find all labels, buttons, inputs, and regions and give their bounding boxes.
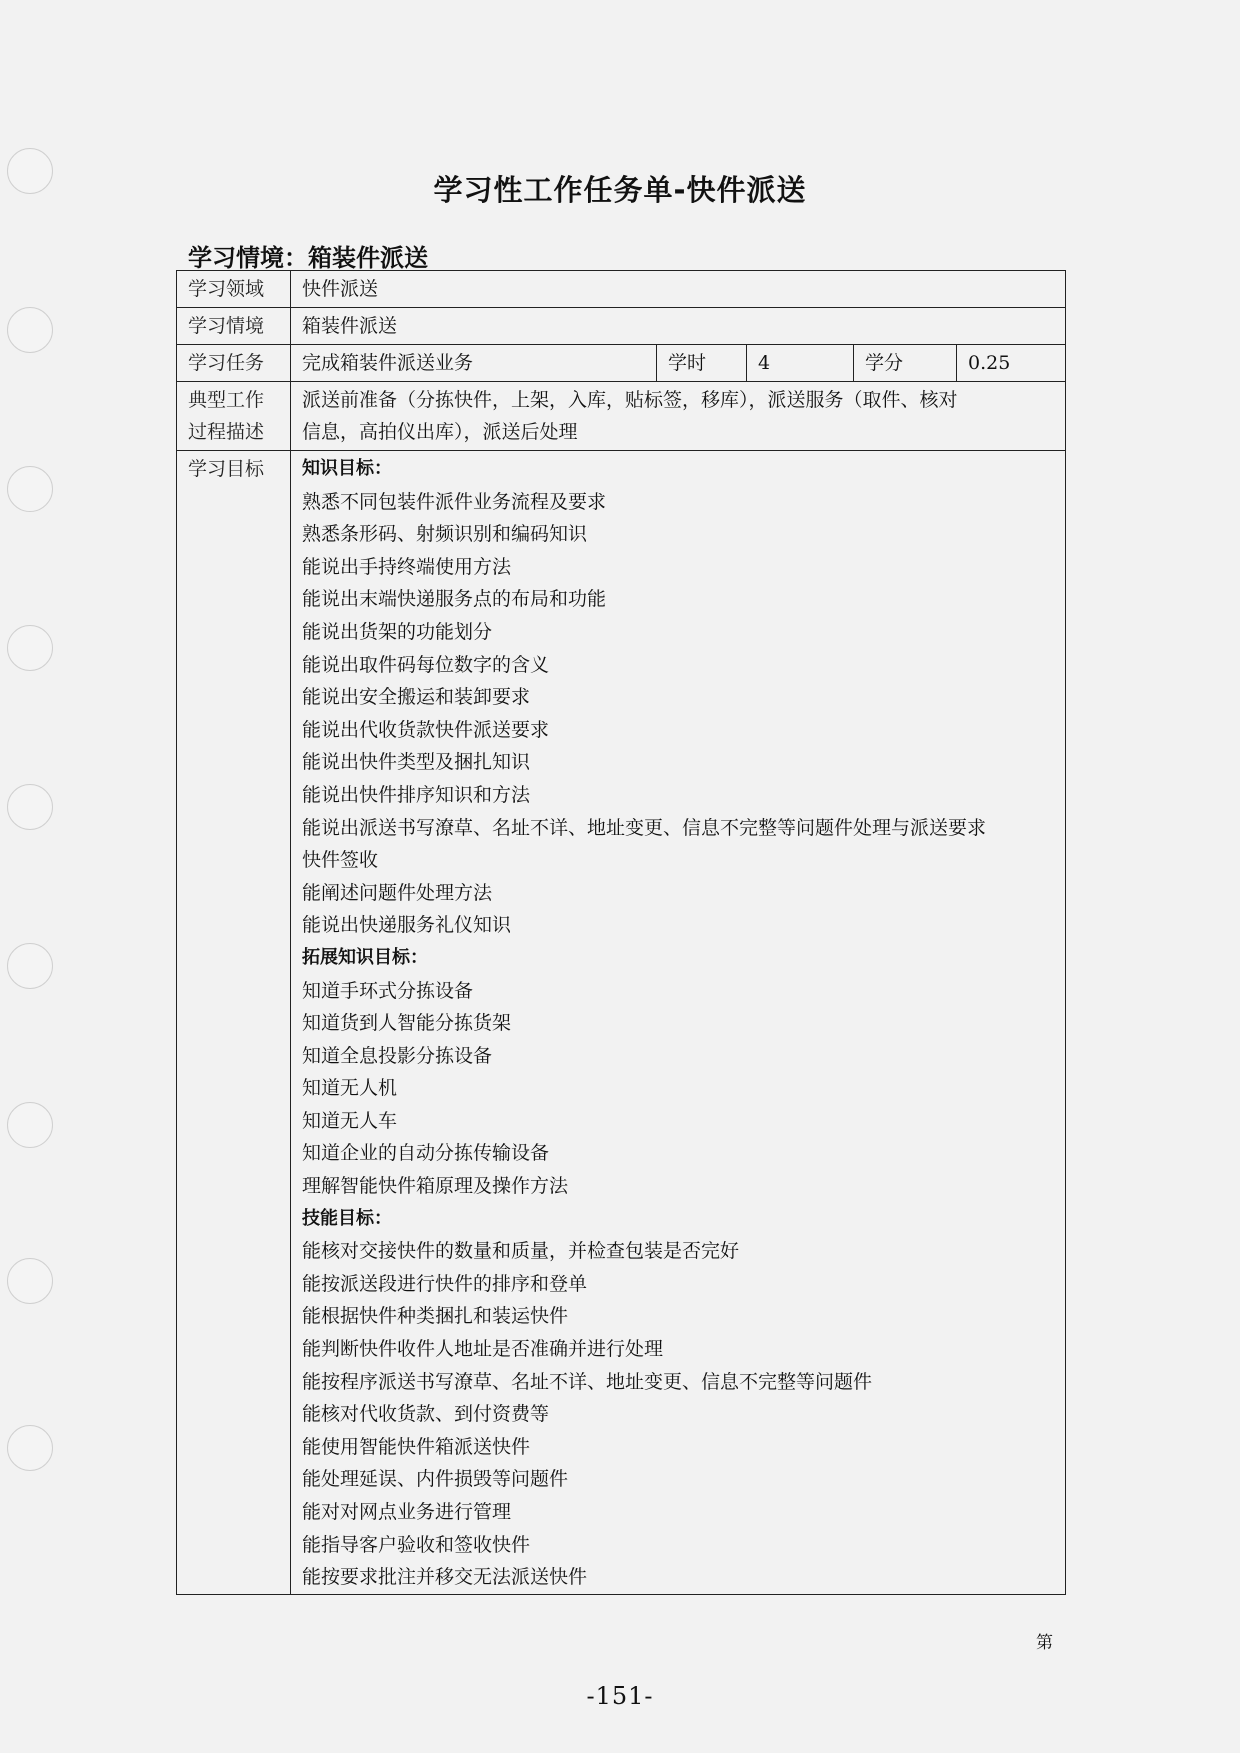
task-value: 完成箱装件派送业务 <box>291 345 657 382</box>
list-item: 能处理延误、内件损毁等问题件 <box>302 1468 569 1491</box>
process-label <box>177 382 291 451</box>
binder-hole-icon <box>7 625 53 671</box>
list-item: 知道货到人智能分拣货架 <box>302 1012 512 1035</box>
list-item: 能核对代收货款、到付资费等 <box>302 1403 550 1426</box>
hours-label: 学时 <box>657 345 747 382</box>
table-row <box>177 271 1066 308</box>
list-item: 能说出手持终端使用方法 <box>302 555 512 578</box>
list-item: 能说出快件排序知识和方法 <box>302 783 531 806</box>
list-item: 能说出快递服务礼仪知识 <box>302 914 512 937</box>
binder-holes <box>7 0 57 1753</box>
list-item: 能说出货架的功能划分 <box>302 620 493 643</box>
list-item: 能说出派送书写潦草、名址不详、地址变更、信息不完整等问题件处理与派送要求 <box>302 816 987 839</box>
list-item: 快件签收 <box>302 849 379 872</box>
binder-hole-icon <box>7 1258 53 1304</box>
table-row <box>177 345 1066 382</box>
binder-hole-icon <box>7 466 53 512</box>
table-row <box>177 308 1066 345</box>
list-item: 熟悉条形码、射频识别和编码知识 <box>302 523 588 546</box>
list-item: 能说出取件码每位数字的含义 <box>302 653 550 676</box>
process-label-line: 过程描述 <box>188 421 265 443</box>
process-label-line: 典型工作 <box>188 389 265 411</box>
list-item: 能按程序派送书写潦草、名址不详、地址变更、信息不完整等问题件 <box>302 1370 873 1393</box>
process-line: 派送前准备（分拣快件，上架，入库，贴标签，移库），派送服务（取件、核对 <box>302 389 958 411</box>
list-item: 能指导客户验收和签收快件 <box>302 1533 531 1556</box>
list-item: 知道无人车 <box>302 1109 398 1132</box>
binder-hole-icon <box>7 784 53 830</box>
binder-hole-icon <box>7 943 53 989</box>
list-item: 能阐述问题件处理方法 <box>302 881 493 904</box>
extended-list <box>302 975 1057 1203</box>
task-label: 学习任务 <box>177 345 291 382</box>
hours-value: 4 <box>747 345 854 382</box>
page-title: 学习性工作任务单-快件派送 <box>433 173 807 207</box>
binder-hole-icon <box>7 307 53 353</box>
list-item: 知道全息投影分拣设备 <box>302 1044 493 1067</box>
context-heading: 学习情境：箱装件派送 <box>188 244 428 272</box>
list-item: 能对对网点业务进行管理 <box>302 1501 512 1523</box>
table-row <box>177 451 1066 1595</box>
situation-value: 箱装件派送 <box>291 308 1066 345</box>
list-item: 能按派送段进行快件的排序和登单 <box>302 1272 588 1295</box>
list-item: 知道手环式分拣设备 <box>302 979 474 1002</box>
credit-label: 学分 <box>854 345 957 382</box>
list-item: 知道企业的自动分拣传输设备 <box>302 1142 550 1165</box>
objectives-cell <box>291 451 1066 1595</box>
list-item: 理解智能快件箱原理及操作方法 <box>302 1175 569 1198</box>
binder-hole-icon <box>7 1425 53 1471</box>
list-item: 能核对交接快件的数量和质量，并检查包装是否完好 <box>302 1240 740 1263</box>
credit-value: 0.25 <box>957 345 1066 382</box>
list-item: 能使用智能快件箱派送快件 <box>302 1435 531 1458</box>
situation-label: 学习情境 <box>177 308 291 345</box>
page-number: -151- <box>586 1682 654 1710</box>
binder-hole-icon <box>7 1102 53 1148</box>
list-item: 能说出快件类型及捆扎知识 <box>302 751 531 774</box>
objectives-label: 学习目标 <box>177 451 291 1595</box>
list-item: 熟悉不同包装件派件业务流程及要求 <box>302 490 607 513</box>
table-row <box>177 382 1066 451</box>
knowledge-list <box>302 486 1057 942</box>
field-value: 快件派送 <box>291 271 1066 308</box>
list-item: 能根据快件种类捆扎和装运快件 <box>302 1305 569 1328</box>
list-item: 能说出安全搬运和装卸要求 <box>302 686 531 709</box>
list-item: 能说出末端快递服务点的布局和功能 <box>302 588 607 611</box>
footer-mark: 第 <box>1036 1633 1053 1653</box>
skill-heading: 技能目标： <box>302 1207 392 1229</box>
process-description <box>291 382 1066 451</box>
list-item: 能说出代收货款快件派送要求 <box>302 718 550 741</box>
skill-list <box>302 1235 1057 1594</box>
field-label: 学习领域 <box>177 271 291 308</box>
list-item: 能判断快件收件人地址是否准确并进行处理 <box>302 1338 664 1361</box>
extended-heading: 拓展知识目标： <box>302 946 428 968</box>
process-line: 信息，高拍仪出库），派送后处理 <box>302 421 578 443</box>
list-item: 能按要求批注并移交无法派送快件 <box>302 1566 588 1589</box>
knowledge-heading: 知识目标： <box>302 458 392 479</box>
list-item: 知道无人机 <box>302 1077 398 1100</box>
task-sheet-table <box>176 270 1066 1595</box>
